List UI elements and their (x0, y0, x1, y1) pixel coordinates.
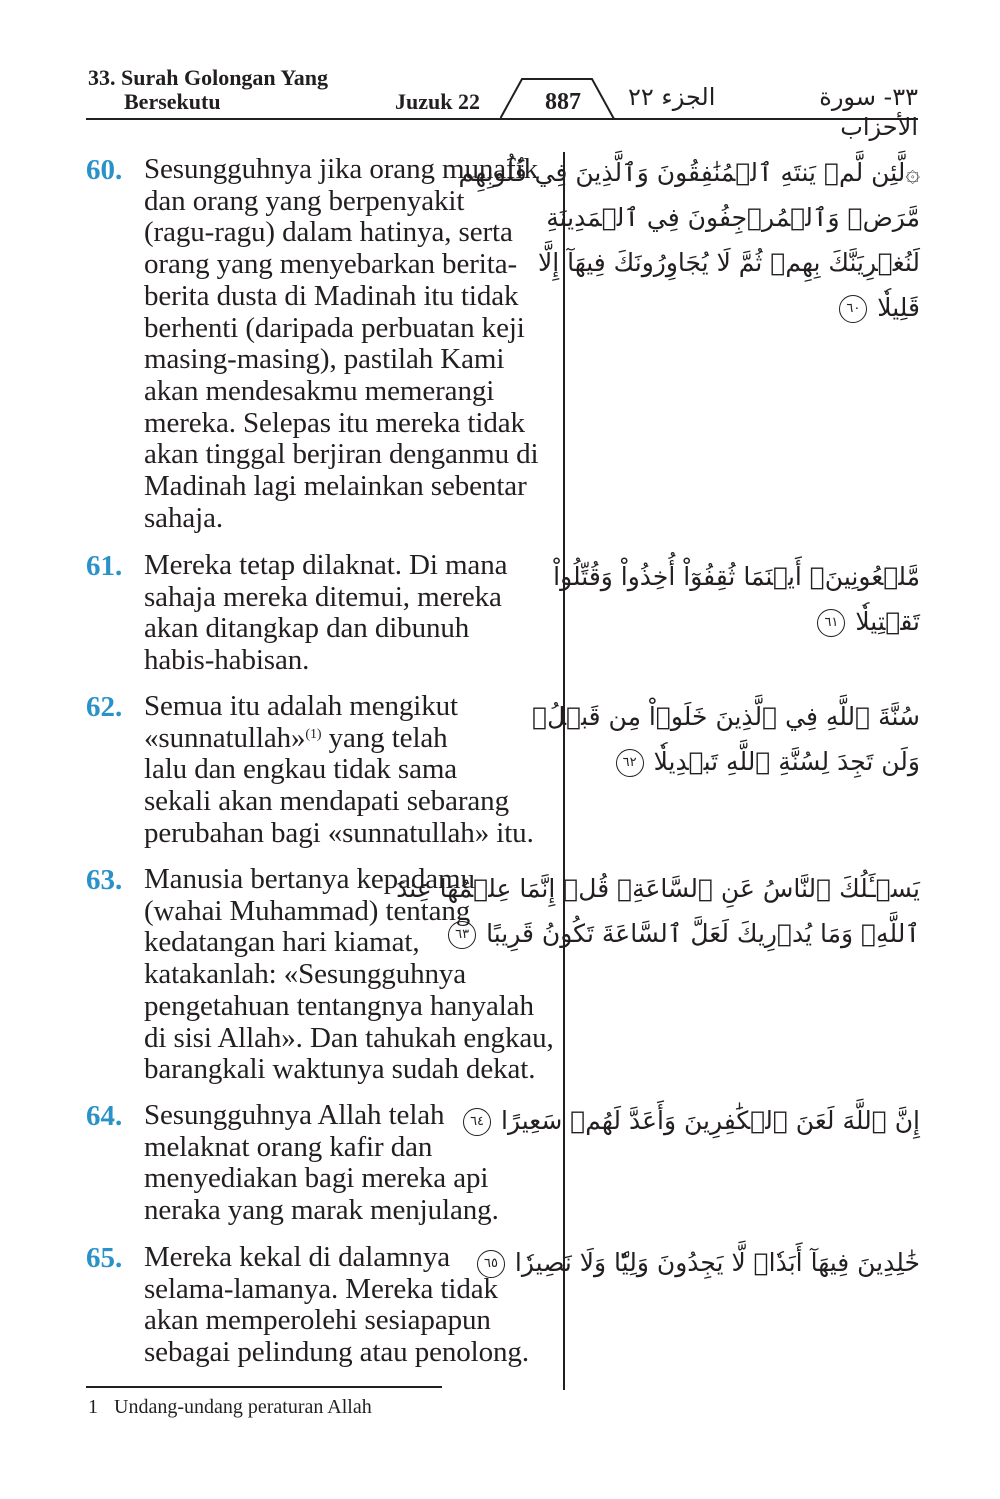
translation-line: sahaja mereka ditemui, mereka (144, 580, 502, 613)
verse-number: 63. (86, 864, 123, 896)
arabic-line (470, 1098, 920, 1143)
translation-line: kedatangan hari kiamat, (144, 926, 420, 959)
surah-title-line1: 33. Surah Golongan Yang (88, 65, 329, 90)
translation-line: habis-habisan. (144, 644, 310, 677)
arabic-line: يَسۡـَٔلُكَ ٱلنَّاسُ عَنِ ٱلسَّاعَةِۖ قُلۡ إِنَّمَا عِلۡمُهَا عِندَ (396, 874, 920, 903)
translation-line: sahaja. (144, 501, 224, 534)
translation-line: selama-lamanya. Mereka tidak (144, 1272, 498, 1305)
arabic-line: مَّرَضٞ وَٱلۡمُرۡجِفُونَ فِي ٱلۡمَدِينَةِ (546, 203, 920, 232)
footnote-rule (86, 1386, 442, 1388)
arabic-verse (470, 1098, 920, 1143)
arabic-verse (458, 150, 920, 330)
translation-line: Semua itu adalah mengikut (144, 690, 459, 722)
arabic-line: ۞لَّئِن لَّمۡ يَنتَهِ ٱلۡمُنَٰفِقُونَ وَٱلَّذِينَ فِي قُلُوبِهِم (458, 158, 920, 187)
arabic-text: إِنَّ ٱللَّهَ لَعَنَ ٱلۡكَٰفِرِينَ وَأَعَدَّ لَهُمۡ سَعِيرًا (501, 1106, 920, 1135)
translation-line: akan mendesakmu memerangi (144, 374, 495, 407)
arabic-line (590, 739, 920, 784)
translation-line: Sesungguhnya jika orang munafik (144, 153, 538, 185)
arabic-verse (532, 694, 920, 784)
term-sunnatullah: «sunnatullah» (144, 721, 306, 754)
translation-line: Manusia bertanya kepadamu (144, 863, 475, 895)
verse-number: 62. (86, 691, 123, 723)
verse-number: 60. (86, 154, 123, 186)
verse-number: 61. (86, 550, 123, 582)
verse-number: 64. (86, 1100, 123, 1132)
translation-line: (ragu-ragu) dalam hatinya, serta (144, 216, 513, 249)
translation-line (144, 723, 559, 755)
arabic-line (483, 1240, 920, 1285)
translation-line: masing-masing), pastilah Kami (144, 343, 505, 376)
verse-translation (144, 550, 559, 677)
surah-title (88, 66, 328, 114)
ayah-end-marker: ٦٤ (463, 1108, 491, 1136)
page-number: 887 (545, 89, 581, 115)
translation-line: lalu dan engkau tidak sama (144, 753, 458, 786)
translation-line: akan memperolehi sesiapapun (144, 1304, 491, 1337)
arabic-line (590, 599, 920, 644)
translation-line: di sisi Allah». Dan tahukah engkau, (144, 1021, 554, 1054)
translation-line: (wahai Muhammad) tentang (144, 894, 471, 927)
arabic-verse (396, 866, 920, 956)
ayah-end-marker: ٦٢ (616, 749, 644, 777)
translation-line: Madinah lagi melainkan sebentar (144, 470, 527, 503)
arabic-text: تَقۡتِيلٗا (855, 607, 920, 636)
ayah-end-marker: ٦٣ (448, 921, 476, 949)
arabic-verse (553, 554, 920, 644)
translation-line: akan tinggal berjiran denganmu di (144, 438, 539, 471)
arabic-verse (483, 1240, 920, 1285)
translation-line: berhenti (daripada perbuatan keji (144, 311, 525, 344)
translation-line: berita dusta di Madinah itu tidak (144, 279, 519, 312)
translation-line: menyediakan bagi mereka api (144, 1162, 489, 1195)
surah-title-line2: Bersekutu (124, 89, 221, 114)
footnote-text: Undang-undang peraturan Allah (114, 1396, 372, 1418)
arabic-text: خَٰلِدِينَ فِيهَآ أَبَدٗاۖ لَّا يَجِدُونَ وَلِيّٗا وَلَا نَصِيرٗا (514, 1248, 920, 1277)
translation-line: Mereka kekal di dalamnya (144, 1241, 450, 1273)
arabic-juz-label: الجزء ٢٢ (628, 83, 716, 111)
translation-line: katakanlah: «Sesungguhnya (144, 958, 467, 991)
header-rule (86, 118, 918, 120)
translation-line: melaknat orang kafir dan (144, 1130, 433, 1163)
column-divider (563, 152, 565, 1390)
verse-translation (144, 691, 559, 850)
verse-number: 65. (86, 1242, 123, 1274)
translation-line: barangkali waktunya sudah dekat. (144, 1053, 536, 1086)
translation-line: perubahan bagi «sunnatullah» itu. (144, 816, 534, 849)
translation-line: mereka. Selepas itu mereka tidak (144, 406, 525, 439)
translation-line: dan orang yang berpenyakit (144, 184, 465, 217)
translation-line: sekali akan mendapati sebarang (144, 785, 509, 818)
arabic-line: مَّلۡعُونِينَۖ أَيۡنَمَا ثُقِفُوٓاْ أُخِذُواْ وَقُتِّلُواْ (553, 562, 920, 591)
translation-line: sebagai pelindung atau penolong. (144, 1336, 529, 1369)
arabic-text: قَلِيلٗا (877, 293, 920, 322)
translation-line: Mereka tetap dilaknat. Di mana (144, 549, 508, 581)
translation-line: neraka yang marak menjulang. (144, 1194, 499, 1227)
translation-tail: yang telah (321, 721, 448, 754)
translation-line: orang yang menyebarkan berita- (144, 248, 518, 281)
ayah-end-marker: ٦٥ (477, 1250, 505, 1278)
arabic-line: لَنُغۡرِيَنَّكَ بِهِمۡ ثُمَّ لَا يُجَاوِرُونَكَ فِيهَآ إِلَّا (537, 248, 920, 277)
footnote-number: 1 (88, 1396, 98, 1418)
arabic-line: سُنَّةَ ٱللَّهِ فِي ٱلَّذِينَ خَلَوۡاْ مِن قَبۡلُۖ (532, 702, 920, 731)
footnote (88, 1394, 372, 1420)
footnote-ref[interactable]: (1) (305, 726, 322, 742)
juzuk-label: Juzuk 22 (395, 89, 480, 114)
ayah-end-marker: ٦١ (817, 609, 845, 637)
translation-line: Sesungguhnya Allah telah (144, 1099, 445, 1131)
arabic-line (590, 285, 920, 330)
arabic-line (455, 911, 920, 956)
arabic-text: وَلَن تَجِدَ لِسُنَّةِ ٱللَّهِ تَبۡدِيلٗا (653, 747, 920, 776)
translation-line: akan ditangkap dan dibunuh (144, 612, 470, 645)
translation-line: pengetahuan tentangnya hanyalah (144, 989, 534, 1022)
verse-translation (144, 154, 559, 534)
arabic-surah-label: ٣٣- سورة الأحزاب (819, 83, 918, 141)
ayah-end-marker: ٦٠ (839, 295, 867, 323)
arabic-text: ٱللَّهِۚ وَمَا يُدۡرِيكَ لَعَلَّ ٱلسَّاعَةَ تَكُونُ قَرِيبًا (486, 919, 920, 948)
